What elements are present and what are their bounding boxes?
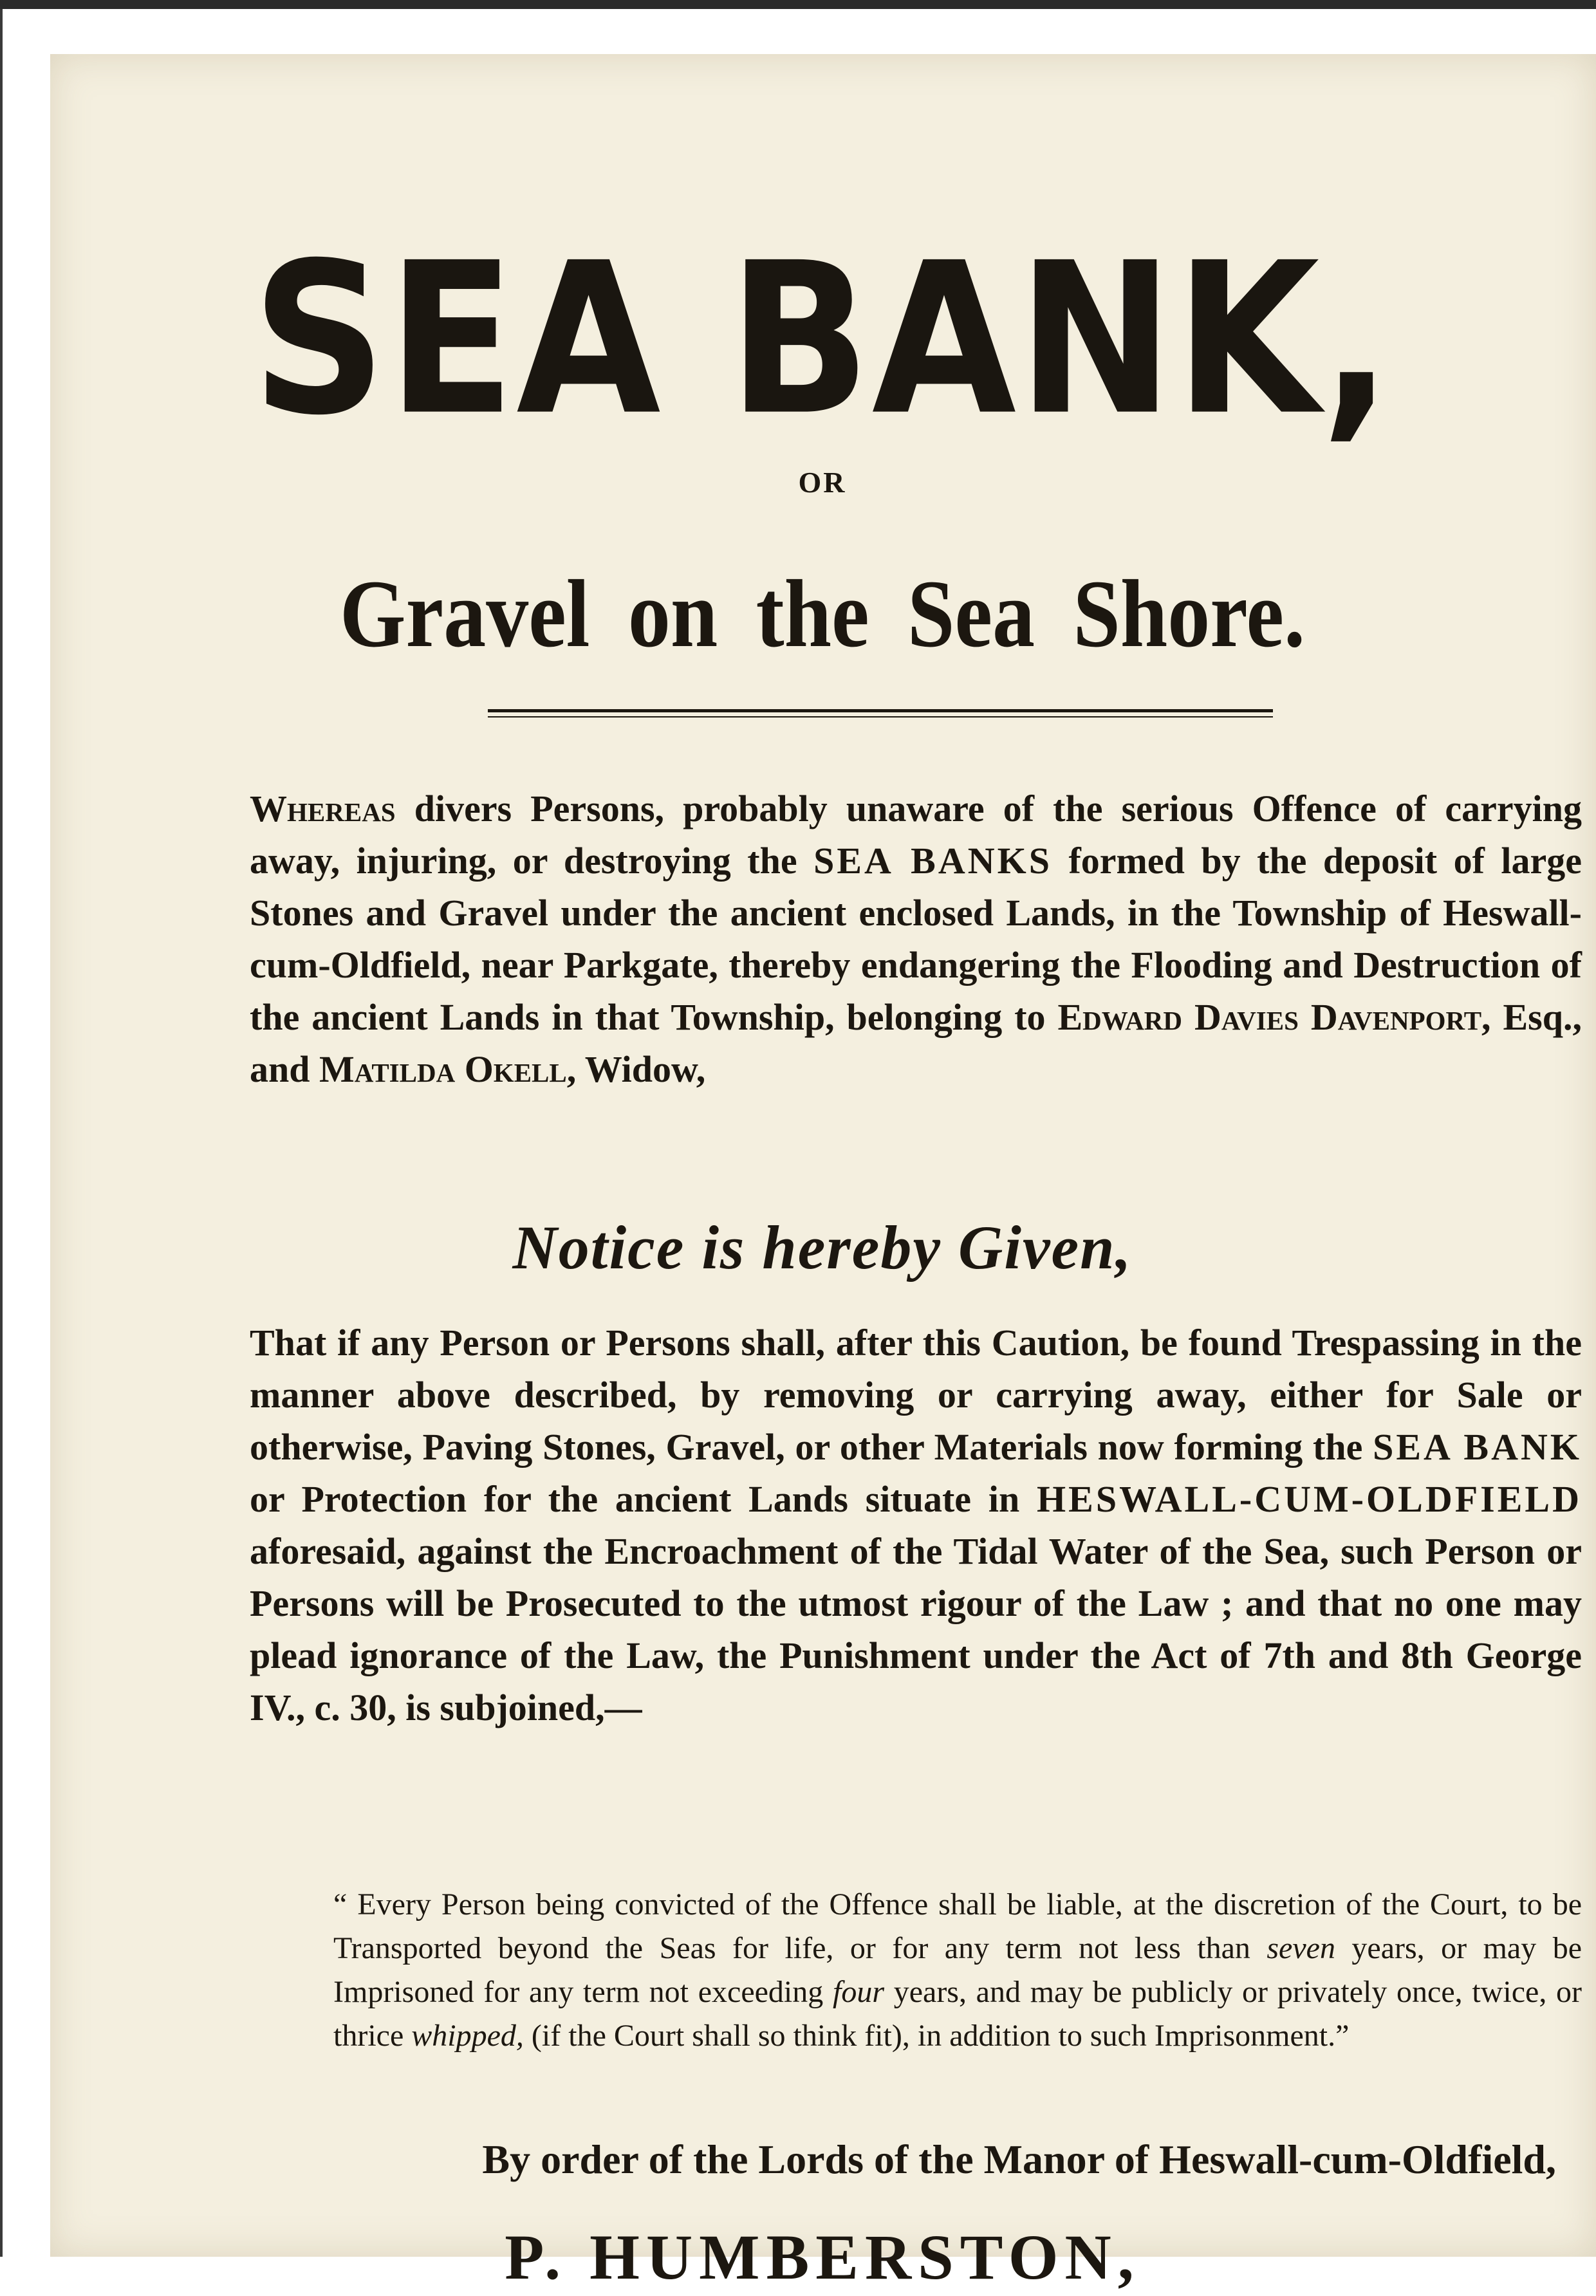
sea-banks-caps: SEA BANKS <box>813 840 1053 882</box>
by-order-line: By order of the Lords of the Manor of Heswall-cum-Oldfield, <box>482 2136 1556 2182</box>
title-divider-rule <box>488 709 1273 718</box>
p1-text-d: , Widow, <box>566 1048 706 1090</box>
p1-text-a: divers Persons, probably unaware of the serious Offence of carrying away, injuring, or destroying the <box>250 788 1582 882</box>
p2-text-b: or Protection for the ancient Lands situate in <box>250 1478 1037 1520</box>
sea-bank-caps: SEA BANK <box>1373 1426 1582 1468</box>
quote-text-b: years, or may be Imprisoned for any term not exceeding <box>333 1931 1582 2009</box>
scan-top-border <box>0 0 1596 9</box>
signature-name: P. HUMBERSTON, <box>505 2221 1140 2293</box>
poster-title: SEA BANK, <box>252 218 1393 461</box>
quote-whipped: whipped, <box>411 2019 524 2053</box>
caution-paragraph <box>250 1317 1582 1734</box>
quote-text-c: years, and may be publicly or privately once, twice, or thrice <box>333 1975 1582 2053</box>
poster-subtitle: Gravel on the Sea Shore. <box>339 560 1306 667</box>
whereas-word: Whereas <box>250 788 396 829</box>
p1-text-c: , Esq., and <box>250 996 1582 1090</box>
quote-text-d: (if the Court shall so think fit), in addition to such Imprisonment.” <box>523 2019 1350 2053</box>
act-quotation <box>333 1883 1582 2058</box>
quote-four: four <box>832 1975 884 2009</box>
notice-heading: Notice is hereby Given, <box>512 1213 1133 1282</box>
p2-text-a: That if any Person or Persons shall, after this Caution, be found Trespassing in the manner above described, by removing or carrying away, either for Sale or otherwise, Paving Stones, Gravel, or other Materials now forming the <box>250 1322 1582 1468</box>
quote-seven: seven <box>1267 1931 1335 1965</box>
poster-sheet <box>50 54 1596 2293</box>
scan-left-border <box>0 9 3 2257</box>
place-caps: HESWALL-CUM-OLDFIELD <box>1037 1478 1582 1520</box>
owner-davenport: Edward Davies Davenport <box>1057 996 1482 1038</box>
whereas-paragraph <box>250 782 1582 1095</box>
quote-text-a: “ Every Person being convicted of the Offence shall be liable, at the discretion of the Court, to be Transported beyond the Seas for life, or for any term not less than <box>333 1887 1582 1965</box>
p1-text-b: formed by the deposit of large Stones and Gravel under the ancient enclosed Lands, in the Township of Heswall-cum-Oldfield, near Parkgate, thereby endangering the Flooding and Destruction of the ancient Lands in that Township, belonging to <box>250 840 1582 1038</box>
poster-or: OR <box>798 466 847 499</box>
p2-text-c: aforesaid, against the Encroachment of the Tidal Water of the Sea, such Person or Persons will be Prosecuted to the utmost rigour of the Law ; and that no one may plead ignorance of the Law, the Punishment under the Act of 7th and 8th George IV., c. 30, is subjoined,— <box>250 1530 1582 1728</box>
owner-okell: Matilda Okell <box>319 1048 567 1090</box>
